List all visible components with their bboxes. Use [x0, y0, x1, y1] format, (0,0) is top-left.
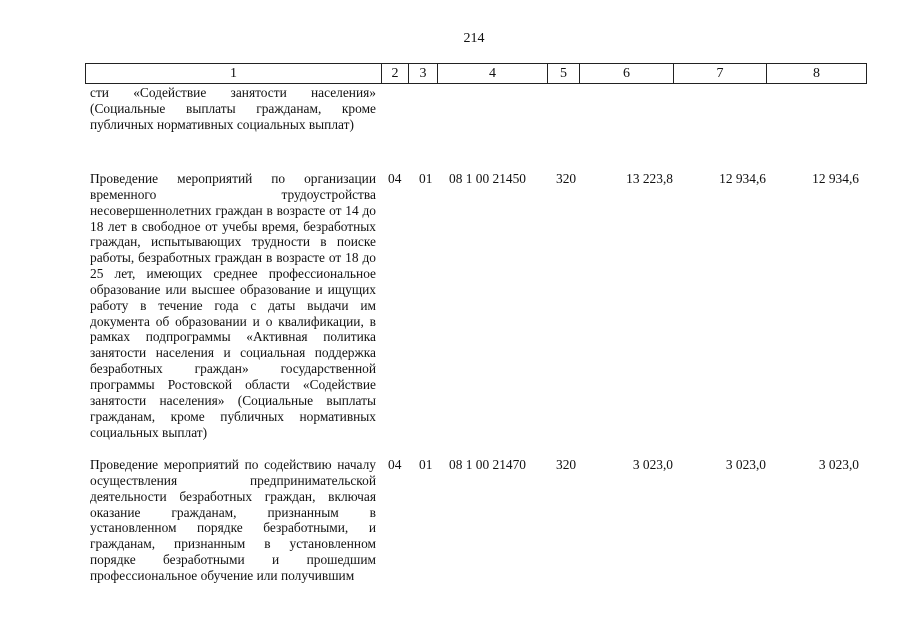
header-row: [86, 64, 867, 84]
header-col-1: 1: [86, 64, 382, 84]
row-description: Проведение мероприятий по организации временного трудоустройства несовершеннолетних граждан в возрасте от 14 до 18 лет в свободное от учебы время, безработных граждан, испытывающих трудности в поиске работы, безработных граждан в возрасте от 18 до 25 лет, имеющих среднее профессиональное образование или высшее образование и ищущих работу в течение года с даты выдачи им документа об образовании и о квалификации, в рамках подпрограммы «Активная политика занятости населения и социальная поддержка безработных граждан» государственной программы Ростовской области «Содействие занятости населения» (Социальные выплаты гражданам, кроме публичных нормативных социальных выплат): [90, 171, 376, 440]
row-amount-col8: 12 934,6: [812, 171, 859, 186]
row-amount-col7: 12 934,6: [719, 171, 766, 186]
row-description: Проведение мероприятий по содействию началу осуществления предпринимательской деятельности безработных граждан, включая оказание гражданам, признанным в установленном порядке безработными, и гражданам, признанным в установленном порядке безработными и прошедшим профессиональное обучение или получившим: [90, 457, 376, 583]
row-target-article: 08 1 00 21470: [449, 457, 526, 472]
row-subsection-code: 01: [419, 457, 433, 472]
table-row: [85, 171, 866, 457]
header-col-7: 7: [674, 64, 767, 84]
row-amount-col6: 13 223,8: [626, 171, 673, 186]
budget-table: [85, 63, 866, 607]
row-expense-type: 320: [556, 171, 577, 186]
row-section-code: 04: [388, 457, 402, 472]
row-subsection-code: 01: [419, 171, 433, 186]
row-amount-col6: 3 023,0: [632, 457, 673, 472]
row-amount-col7: 3 023,0: [725, 457, 766, 472]
header-col-4: 4: [438, 64, 548, 84]
header-col-8: 8: [767, 64, 867, 84]
row-expense-type: 320: [556, 457, 577, 472]
row-description: сти «Содействие занятости населения» (Социальные выплаты гражданам, кроме публичных нормативных социальных выплат): [90, 85, 376, 132]
table-row: [85, 457, 866, 607]
header-col-6: 6: [580, 64, 674, 84]
row-amount-col8: 3 023,0: [818, 457, 859, 472]
header-col-5: 5: [548, 64, 580, 84]
table-row: [85, 84, 866, 171]
table-header: [85, 63, 867, 84]
row-target-article: 08 1 00 21450: [449, 171, 526, 186]
table-body: [85, 84, 866, 607]
header-col-3: 3: [409, 64, 438, 84]
header-col-2: 2: [382, 64, 409, 84]
row-section-code: 04: [388, 171, 402, 186]
page-number: 214: [463, 31, 485, 46]
